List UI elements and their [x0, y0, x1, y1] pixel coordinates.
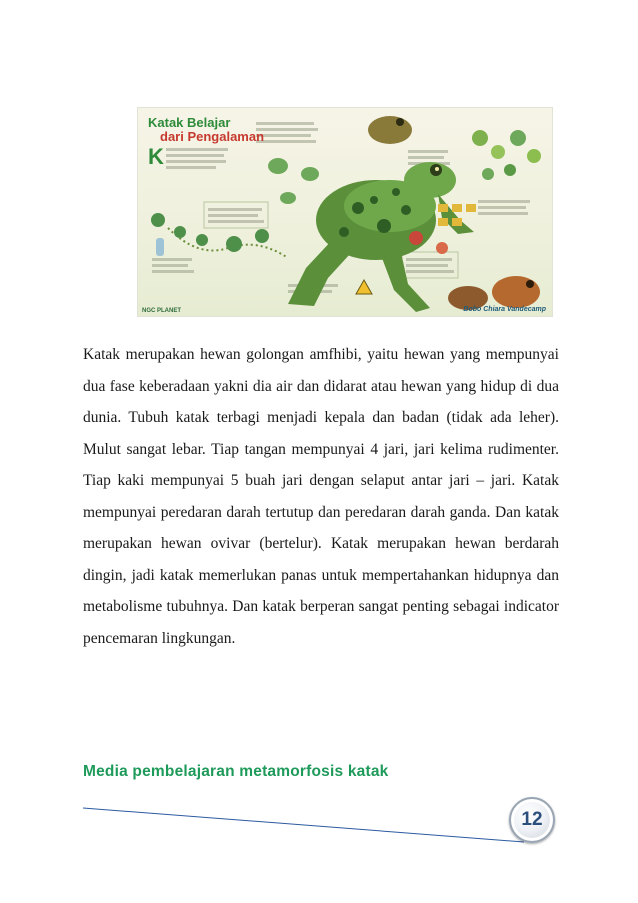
infographic-drop-cap: K	[148, 144, 164, 169]
infographic-title-line-1: Katak Belajar	[148, 115, 231, 130]
infographic-signature: Bobo Chiara Vandecamp	[463, 306, 546, 313]
page-number-badge	[509, 797, 555, 843]
section-heading: Media pembelajaran metamorfosis katak	[83, 763, 389, 780]
infographic-logo-text: NGC PLANET	[142, 308, 181, 314]
page-number: 12	[521, 809, 543, 830]
infographic-title-line-2: dari Pengalaman	[160, 129, 265, 144]
body-paragraph: Katak merupakan hewan golongan amfhibi, yaitu hewan yang mempunyai dua fase keberadaan yakni dia air dan didarat atau hewan yang hidup di dua dunia. Tubuh katak terbagi menjadi kepala dan badan (tidak ada leher). Mulut sangat lebar. Tiap tangan mempunyai 4 jari, jari kelima rudimenter. Tiap kaki mempunyai 5 buah jari dengan selaput antar jari – jari. Katak mempunyai peredaran darah tertutup dan peredaran darah ganda. Dan katak merupakan hewan ovivar (bertelur). Katak merupakan hewan berdarah dingin, jadi katak memerlukan panas untuk mempertahankan hidupnya dan metabolisme tubuhnya. Dan katak berperan sangat penting sebagai indicator pencemaran lingkungan.	[83, 346, 559, 647]
